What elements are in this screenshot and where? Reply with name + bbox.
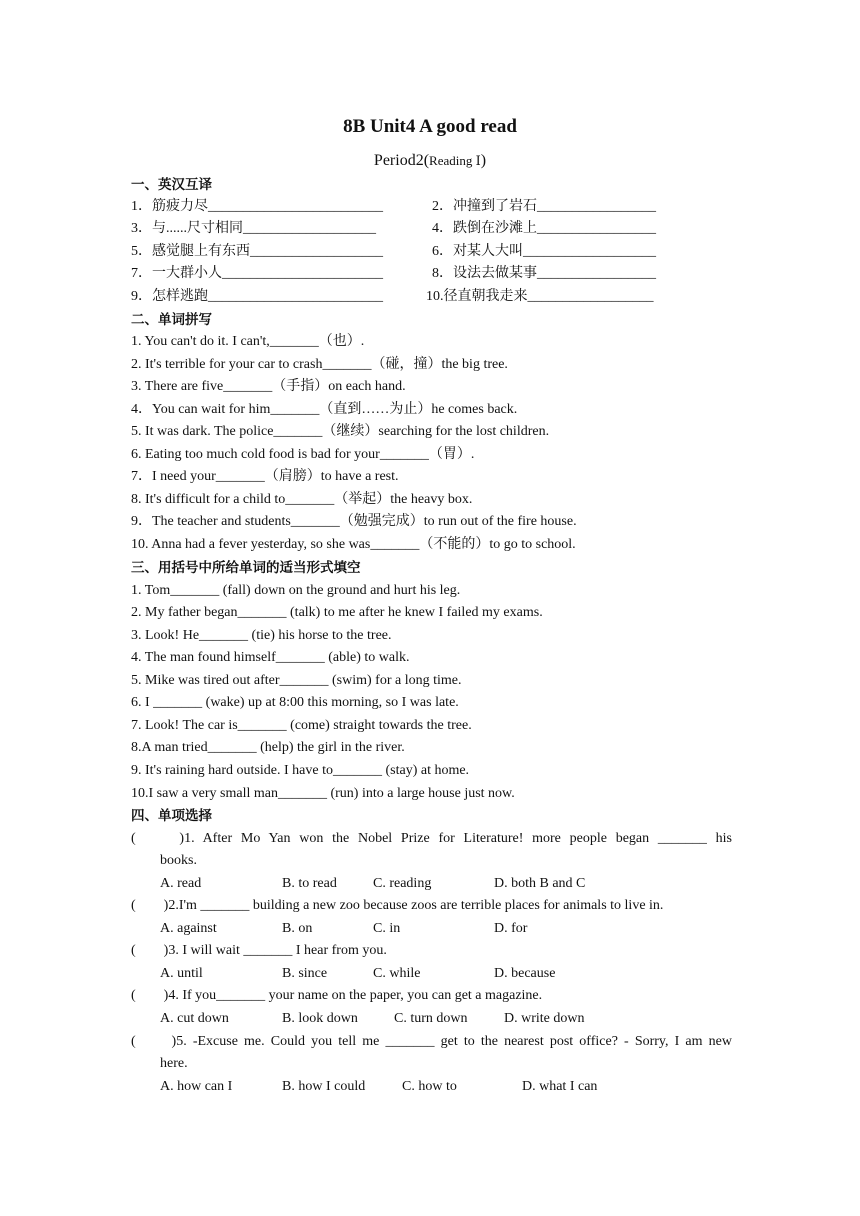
section3-item: 7. Look! The car is_______ (come) straight towards the tree. <box>131 718 472 733</box>
section1-item-7: 7．一大群小人_______________________ <box>131 266 383 281</box>
question-1-option-c: C. reading <box>373 876 432 891</box>
section2-item: 4．You can wait for him_______（直到……为止）he comes back. <box>131 402 518 417</box>
question-5-option-b: B. how I could <box>282 1079 366 1094</box>
subtitle-small: Reading Ⅰ <box>429 153 481 168</box>
section1-item-8: 8．设法去做某事_________________ <box>432 266 656 281</box>
section4-heading: 四、单项选择 <box>131 808 212 824</box>
question-4-stem: ( )4. If you_______ your name on the paper, you can get a magazine. <box>131 988 543 1003</box>
section2-item: 5. It was dark. The police_______（继续）searching for the lost children. <box>131 424 550 439</box>
subtitle-end: ) <box>480 152 487 169</box>
question-2-option-a: A. against <box>160 921 217 936</box>
question-4-option-c: C. turn down <box>394 1011 468 1026</box>
section3-item: 5. Mike was tired out after_______ (swim) for a long time. <box>131 673 462 688</box>
section1-item-1: 1．筋疲力尽_________________________ <box>131 199 383 214</box>
question-1-stem: ( )1. After Mo Yan won the Nobel Prize for Literature! more people began _______ his <box>131 831 732 846</box>
section1-item-5: 5．感觉腿上有东西___________________ <box>131 244 383 259</box>
section1-item-10: 10.径直朝我走来__________________ <box>426 289 654 304</box>
section1-item-6: 6．对某人大叫___________________ <box>432 244 656 259</box>
question-5-option-a: A. how can I <box>160 1079 233 1094</box>
question-2-option-b: B. on <box>282 921 313 936</box>
question-5-option-d: D. what I can <box>522 1079 598 1094</box>
question-3-option-d: D. because <box>494 966 556 981</box>
section2-item: 8. It's difficult for a child to_______（举起）the heavy box. <box>131 492 473 507</box>
question-1-option-a: A. read <box>160 876 202 891</box>
section2-heading: 二、单词拼写 <box>131 312 212 328</box>
section3-item: 10.I saw a very small man_______ (run) into a large house just now. <box>131 786 515 801</box>
question-4-option-b: B. look down <box>282 1011 358 1026</box>
question-3-stem: ( )3. I will wait _______ I hear from you. <box>131 943 387 958</box>
question-3-option-c: C. while <box>373 966 421 981</box>
section2-item: 6. Eating too much cold food is bad for your_______（胃）. <box>131 447 475 462</box>
section3-item: 9. It's raining hard outside. I have to_______ (stay) at home. <box>131 763 470 778</box>
question-1-stem-cont: books. <box>160 853 197 868</box>
section2-item: 10. Anna had a fever yesterday, so she was_______（不能的）to go to school. <box>131 537 576 552</box>
question-2-option-d: D. for <box>494 921 528 936</box>
section1-item-4: 4．跌倒在沙滩上_________________ <box>432 221 656 236</box>
section3-item: 6. I _______ (wake) up at 8:00 this morning, so I was late. <box>131 695 459 710</box>
question-5-option-c: C. how to <box>402 1079 457 1094</box>
question-2-option-c: C. in <box>373 921 401 936</box>
page-title: 8B Unit4 A good read <box>343 116 517 137</box>
section3-item: 8.A man tried_______ (help) the girl in the river. <box>131 740 405 755</box>
section1-item-3: 3．与......尺寸相同___________________ <box>131 221 376 236</box>
question-5-stem: ( )5. -Excuse me. Could you tell me _______ get to the nearest post office? - Sorry, I am new <box>131 1034 732 1049</box>
section2-item: 1. You can't do it. I can't,_______（也）. <box>131 334 365 349</box>
subtitle-main: Period2( <box>373 152 430 169</box>
question-4-option-d: D. write down <box>504 1011 585 1026</box>
section2-item: 2. It's terrible for your car to crash_______（碰，撞）the big tree. <box>131 357 508 372</box>
section2-item: 3. There are five_______（手指）on each hand. <box>131 379 406 394</box>
section3-item: 1. Tom_______ (fall) down on the ground and hurt his leg. <box>131 583 461 598</box>
section2-item: 7．I need your_______（肩膀）to have a rest. <box>131 469 399 484</box>
question-3-option-a: A. until <box>160 966 203 981</box>
section3-item: 4. The man found himself_______ (able) to walk. <box>131 650 410 665</box>
section3-heading: 三、用括号中所给单词的适当形式填空 <box>131 560 361 576</box>
section2-item: 9．The teacher and students_______（勉强完成）to run out of the fire house. <box>131 514 577 529</box>
question-5-stem-cont: here. <box>160 1056 188 1071</box>
question-4-option-a: A. cut down <box>160 1011 229 1026</box>
question-1-option-d: D. both B and C <box>494 876 586 891</box>
question-3-option-b: B. since <box>282 966 328 981</box>
section1-item-9: 9．怎样逃跑_________________________ <box>131 289 383 304</box>
section1-heading: 一、英汉互译 <box>131 177 212 193</box>
section1-item-2: 2．冲撞到了岩石_________________ <box>432 199 656 214</box>
section3-item: 2. My father began_______ (talk) to me after he knew I failed my exams. <box>131 605 543 620</box>
page-subtitle <box>0 152 860 170</box>
question-1-option-b: B. to read <box>282 876 337 891</box>
section3-item: 3. Look! He_______ (tie) his horse to the tree. <box>131 628 392 643</box>
question-2-stem: ( )2.I'm _______ building a new zoo because zoos are terrible places for animals to live in. <box>131 898 664 913</box>
